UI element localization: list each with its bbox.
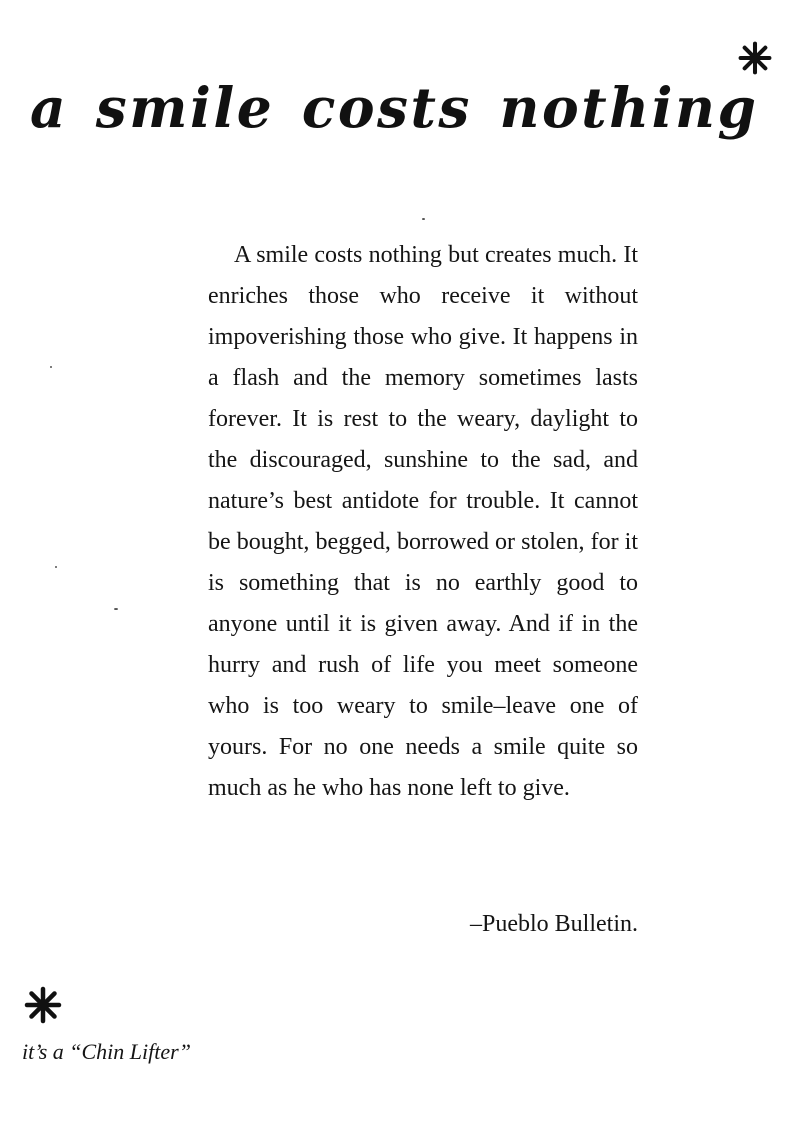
asterisk-icon — [737, 40, 773, 76]
print-speck — [422, 218, 425, 220]
attribution: –Pueblo Bulletin. — [470, 911, 638, 937]
tagline: it’s a “Chin Lifter” — [22, 1039, 191, 1064]
print-speck — [114, 608, 118, 610]
page-title: a smile costs nothing — [30, 75, 759, 140]
body-text: A smile costs nothing but creates much. It enriches those who receive it without impoverishing those who give. It happens in a flash and the memory sometimes lasts forever. It is rest to the weary, daylight to the discouraged, sunshine to the sad, and nature’s best antidote for trouble. It cannot be bought, begged, borrowed or stolen, for it is something that is no earthly good to anyone until it is given away. And if in the hurry and rush of life you meet someone who is too weary to smile–leave one of yours. For no one needs a smile quite so much as he who has none left to give. — [208, 242, 638, 801]
asterisk-icon — [23, 985, 63, 1025]
print-speck — [50, 366, 52, 368]
print-speck — [55, 566, 57, 568]
